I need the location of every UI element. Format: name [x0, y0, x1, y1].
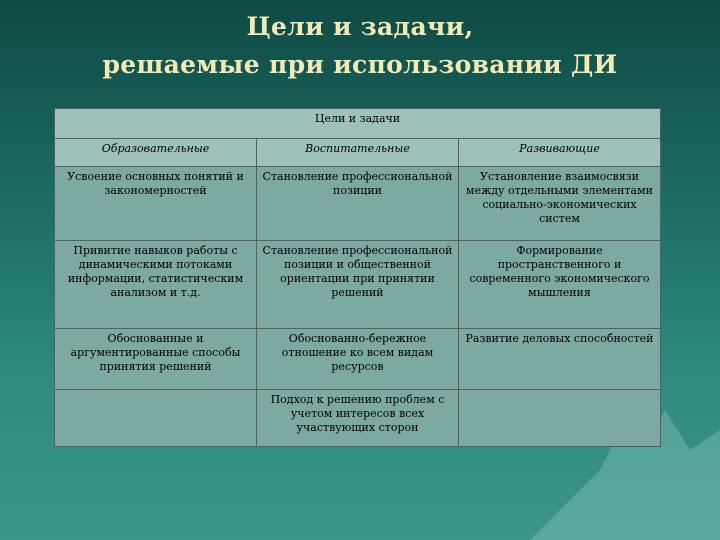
table-cell: Формирование пространственного и современного экономического мышления [459, 240, 661, 328]
table-row [55, 328, 661, 389]
table-cell: Усвоение основных понятий и закономерностей [55, 167, 257, 241]
table-cell: Установление взаимосвязи между отдельными элементами социально-экономических систем [459, 167, 661, 241]
table-header: Цели и задачи [55, 109, 661, 139]
table-row [55, 240, 661, 328]
table-cell: Подход к решению проблем с учетом интересов всех участвующих сторон [257, 389, 459, 446]
table-row [55, 167, 661, 241]
table-cell [459, 389, 661, 446]
table-header-row [55, 109, 661, 139]
slide-title [0, 8, 720, 84]
category-upbringing: Воспитательные [257, 139, 459, 167]
table-cell: Привитие навыков работы с динамическими потоками информации, статистическим анализом и т.д. [55, 240, 257, 328]
category-educational: Образовательные [55, 139, 257, 167]
category-developing: Развивающие [459, 139, 661, 167]
table-cell: Становление профессиональной позиции и общественной ориентации при принятии решений [257, 240, 459, 328]
goals-table [54, 108, 661, 447]
table-cell: Обоснованные и аргументированные способы принятия решений [55, 328, 257, 389]
table-cell: Становление профессиональной позиции [257, 167, 459, 241]
table-row [55, 389, 661, 446]
slide-title-line-2: решаемые при использовании ДИ [102, 50, 618, 79]
table-cell: Развитие деловых способностей [459, 328, 661, 389]
category-row [55, 139, 661, 167]
table-cell [55, 389, 257, 446]
slide-title-line-1: Цели и задачи, [246, 12, 474, 41]
table-cell: Обоснованно-бережное отношение ко всем видам ресурсов [257, 328, 459, 389]
